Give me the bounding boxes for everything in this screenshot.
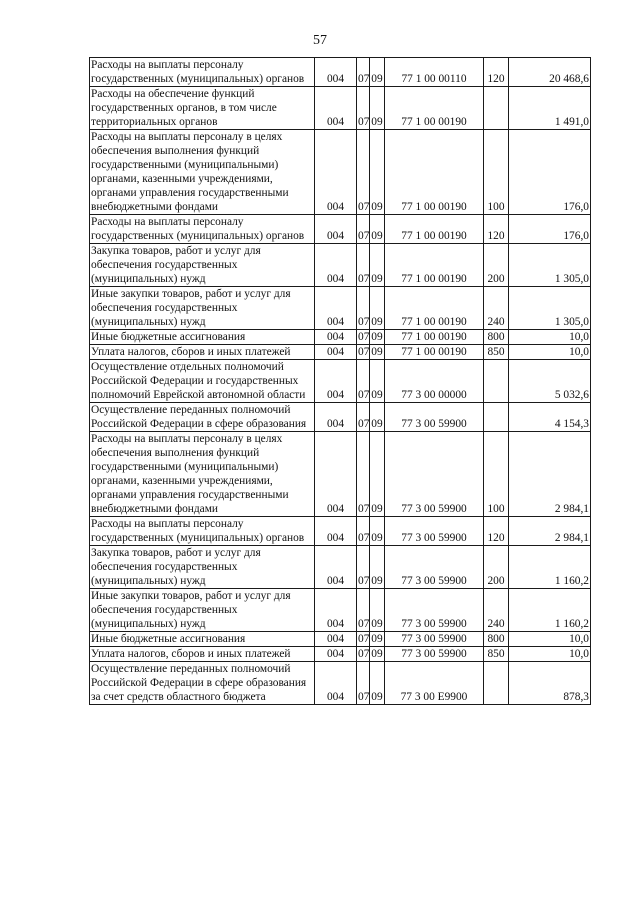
budget-table xyxy=(89,57,591,705)
row-department-code: 004 xyxy=(315,432,357,517)
row-target-article: 77 3 00 59900 xyxy=(385,589,484,632)
row-subsection-code: 09 xyxy=(370,244,385,287)
row-target-article: 77 1 00 00190 xyxy=(385,345,484,360)
row-department-code: 004 xyxy=(315,287,357,330)
row-description: Уплата налогов, сборов и иных платежей xyxy=(90,345,315,360)
row-target-article: 77 3 00 00000 xyxy=(385,360,484,403)
row-expense-type: 850 xyxy=(484,647,509,662)
row-expense-type xyxy=(484,403,509,432)
table-row xyxy=(90,403,591,432)
table-row xyxy=(90,632,591,647)
row-section-code: 07 xyxy=(357,244,370,287)
row-department-code: 004 xyxy=(315,58,357,87)
row-expense-type: 240 xyxy=(484,589,509,632)
row-department-code: 004 xyxy=(315,360,357,403)
row-target-article: 77 3 00 59900 xyxy=(385,632,484,647)
row-expense-type: 100 xyxy=(484,130,509,215)
row-subsection-code: 09 xyxy=(370,87,385,130)
row-target-article: 77 3 00 59900 xyxy=(385,546,484,589)
row-description: Осуществление отдельных полномочий Российской Федерации и государственных полномочий Еврейской автономной области xyxy=(90,360,315,403)
row-subsection-code: 09 xyxy=(371,633,383,645)
budget-table-body xyxy=(90,58,591,705)
row-target-article: 77 1 00 00190 xyxy=(385,244,484,287)
row-subsection-code: 09 xyxy=(370,58,385,87)
row-section-code: 07 xyxy=(357,546,370,589)
row-expense-type: 800 xyxy=(484,330,509,345)
row-target-article: 77 1 00 00190 xyxy=(385,87,484,130)
row-subsection-code: 09 xyxy=(371,331,383,343)
table-row xyxy=(90,546,591,589)
row-subsection-code: 09 xyxy=(370,360,385,403)
row-description: Иные бюджетные ассигнования xyxy=(90,632,315,647)
row-section-code: 07 xyxy=(357,130,370,215)
row-subsection-code: 09 xyxy=(370,403,385,432)
row-description: Иные бюджетные ассигнования xyxy=(90,330,315,345)
table-row xyxy=(90,647,591,662)
row-section-code: 07 xyxy=(358,346,370,358)
row-description: Уплата налогов, сборов и иных платежей xyxy=(90,647,315,662)
row-amount: 2 984,1 xyxy=(509,432,591,517)
row-subsection-code: 09 xyxy=(370,432,385,517)
row-target-article: 77 1 00 00190 xyxy=(385,215,484,244)
row-department-code: 004 xyxy=(315,244,357,287)
row-target-article: 77 3 00 E9900 xyxy=(385,662,484,705)
row-subsection-code: 09 xyxy=(370,589,385,632)
row-department-code: 004 xyxy=(315,130,357,215)
page-number: 57 xyxy=(313,33,327,48)
row-description: Расходы на выплаты персоналу государственных (муниципальных) органов xyxy=(90,517,315,546)
row-department-code: 004 xyxy=(315,632,357,647)
row-target-article: 77 3 00 59900 xyxy=(385,432,484,517)
row-department-code: 004 xyxy=(315,215,357,244)
row-description: Закупка товаров, работ и услуг для обеспечения государственных (муниципальных) нужд xyxy=(90,546,315,589)
row-target-article: 77 3 00 59900 xyxy=(385,403,484,432)
row-section-code: 07 xyxy=(358,648,370,660)
row-section-code: 07 xyxy=(357,287,370,330)
row-description: Иные закупки товаров, работ и услуг для обеспечения государственных (муниципальных) нужд xyxy=(90,589,315,632)
row-department-code: 004 xyxy=(315,589,357,632)
row-expense-type xyxy=(484,360,509,403)
row-department-code: 004 xyxy=(315,647,357,662)
row-amount: 10,0 xyxy=(509,647,591,662)
row-target-article: 77 1 00 00110 xyxy=(385,58,484,87)
row-description: Расходы на обеспечение функций государственных органов, в том числе территориальных органов xyxy=(90,87,315,130)
row-subsection-code: 09 xyxy=(371,648,383,660)
row-amount: 1 305,0 xyxy=(509,287,591,330)
row-amount: 20 468,6 xyxy=(509,58,591,87)
row-description: Расходы на выплаты персоналу в целях обеспечения выполнения функций государственными (муниципальными) органами, казенными учреждениями, органами управления государственными внебюджетными фондами xyxy=(90,130,315,215)
row-section-code: 07 xyxy=(357,87,370,130)
table-row xyxy=(90,287,591,330)
row-description: Иные закупки товаров, работ и услуг для обеспечения государственных (муниципальных) нужд xyxy=(90,287,315,330)
row-expense-type: 800 xyxy=(484,632,509,647)
row-subsection-code: 09 xyxy=(370,662,385,705)
row-section-code: 07 xyxy=(357,662,370,705)
table-row xyxy=(90,345,591,360)
table-row xyxy=(90,215,591,244)
row-section-code: 07 xyxy=(357,215,370,244)
table-row xyxy=(90,517,591,546)
row-expense-type xyxy=(484,87,509,130)
row-section-code: 07 xyxy=(357,589,370,632)
table-row xyxy=(90,589,591,632)
row-department-code: 004 xyxy=(315,330,357,345)
row-description: Осуществление переданных полномочий Российской Федерации в сфере образования xyxy=(90,403,315,432)
table-row xyxy=(90,360,591,403)
table-row xyxy=(90,432,591,517)
row-department-code: 004 xyxy=(315,546,357,589)
table-row xyxy=(90,87,591,130)
row-expense-type: 850 xyxy=(484,345,509,360)
table-row xyxy=(90,662,591,705)
row-subsection-code: 09 xyxy=(370,517,385,546)
row-description: Осуществление переданных полномочий Российской Федерации в сфере образования за счет средств областного бюджета xyxy=(90,662,315,705)
row-amount: 10,0 xyxy=(509,345,591,360)
row-section-code: 07 xyxy=(357,517,370,546)
row-amount: 1 160,2 xyxy=(509,589,591,632)
row-target-article: 77 1 00 00190 xyxy=(385,130,484,215)
row-section-code: 07 xyxy=(358,331,370,343)
row-subsection-code: 09 xyxy=(370,546,385,589)
row-department-code: 004 xyxy=(315,345,357,360)
row-expense-type: 120 xyxy=(484,517,509,546)
row-target-article: 77 1 00 00190 xyxy=(385,287,484,330)
row-amount: 878,3 xyxy=(509,662,591,705)
row-department-code: 004 xyxy=(315,662,357,705)
row-subsection-code: 09 xyxy=(370,130,385,215)
row-description: Закупка товаров, работ и услуг для обеспечения государственных (муниципальных) нужд xyxy=(90,244,315,287)
row-amount: 10,0 xyxy=(509,632,591,647)
row-department-code: 004 xyxy=(315,87,357,130)
row-subsection-code: 09 xyxy=(371,346,383,358)
row-department-code: 004 xyxy=(315,517,357,546)
row-target-article: 77 3 00 59900 xyxy=(385,517,484,546)
row-description: Расходы на выплаты персоналу в целях обеспечения выполнения функций государственными (муниципальными) органами, казенными учреждениями, органами управления государственными внебюджетными фондами xyxy=(90,432,315,517)
row-expense-type: 100 xyxy=(484,432,509,517)
row-amount: 176,0 xyxy=(509,215,591,244)
row-target-article: 77 3 00 59900 xyxy=(385,647,484,662)
row-department-code: 004 xyxy=(315,403,357,432)
row-target-article: 77 1 00 00190 xyxy=(385,330,484,345)
row-section-code: 07 xyxy=(357,58,370,87)
table-row xyxy=(90,58,591,87)
row-expense-type: 120 xyxy=(484,215,509,244)
row-amount: 10,0 xyxy=(509,330,591,345)
row-amount: 1 491,0 xyxy=(509,87,591,130)
row-amount: 1 160,2 xyxy=(509,546,591,589)
row-description: Расходы на выплаты персоналу государственных (муниципальных) органов xyxy=(90,215,315,244)
row-section-code: 07 xyxy=(358,633,370,645)
row-amount: 2 984,1 xyxy=(509,517,591,546)
table-row xyxy=(90,330,591,345)
row-description: Расходы на выплаты персоналу государственных (муниципальных) органов xyxy=(90,58,315,87)
table-row xyxy=(90,130,591,215)
row-expense-type xyxy=(484,662,509,705)
row-expense-type: 120 xyxy=(484,58,509,87)
row-expense-type: 240 xyxy=(484,287,509,330)
row-subsection-code: 09 xyxy=(370,215,385,244)
row-amount: 1 305,0 xyxy=(509,244,591,287)
row-subsection-code: 09 xyxy=(370,287,385,330)
row-expense-type: 200 xyxy=(484,546,509,589)
row-expense-type: 200 xyxy=(484,244,509,287)
row-amount: 176,0 xyxy=(509,130,591,215)
row-amount: 4 154,3 xyxy=(509,403,591,432)
row-section-code: 07 xyxy=(357,403,370,432)
row-section-code: 07 xyxy=(357,360,370,403)
row-amount: 5 032,6 xyxy=(509,360,591,403)
table-row xyxy=(90,244,591,287)
row-section-code: 07 xyxy=(357,432,370,517)
